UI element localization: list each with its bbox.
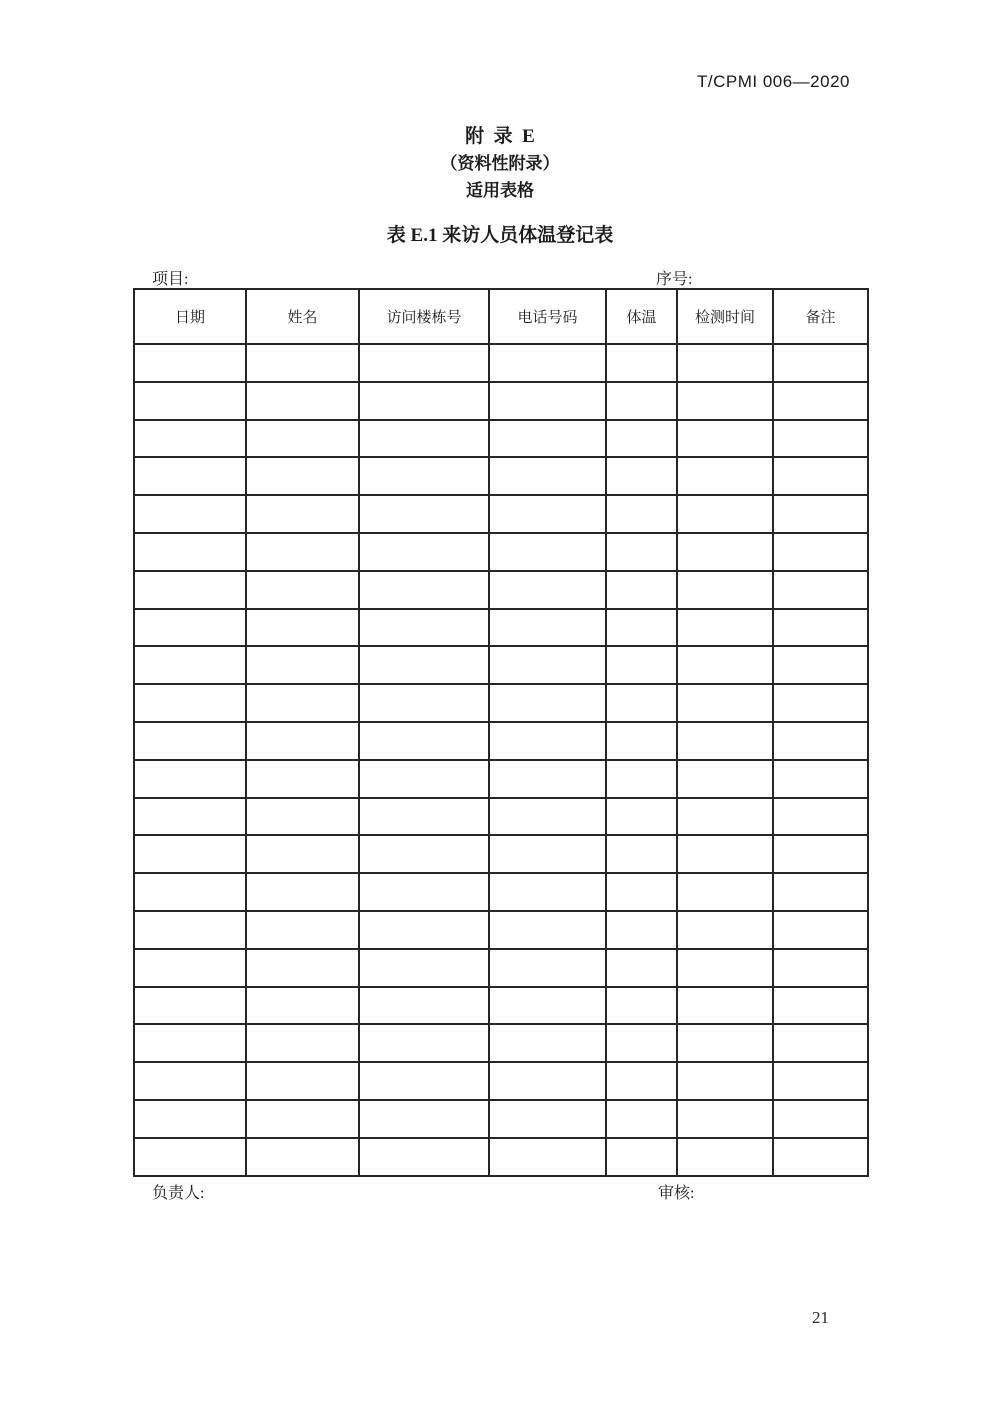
empty-cell <box>489 684 606 722</box>
empty-cell <box>134 457 246 495</box>
table-caption: 表 E.1 来访人员体温登记表 <box>386 225 614 246</box>
standard-number: T/CPMI 006—2020 <box>696 72 850 91</box>
empty-cell <box>134 1062 246 1100</box>
empty-cell <box>246 1138 359 1176</box>
empty-cell <box>359 646 489 684</box>
empty-cell <box>359 722 489 760</box>
empty-cell <box>677 1138 773 1176</box>
empty-cell <box>606 911 677 949</box>
empty-cell <box>246 835 359 873</box>
empty-cell <box>773 646 868 684</box>
empty-cell <box>246 646 359 684</box>
empty-cell <box>677 873 773 911</box>
empty-cell <box>359 420 489 458</box>
empty-cell <box>246 344 359 382</box>
empty-cell <box>773 949 868 987</box>
empty-cell <box>134 987 246 1025</box>
table-row <box>134 344 868 382</box>
empty-cell <box>773 1024 868 1062</box>
empty-cell <box>606 533 677 571</box>
empty-cell <box>773 873 868 911</box>
table-row <box>134 420 868 458</box>
empty-cell <box>359 760 489 798</box>
column-header-1: 日期 <box>134 289 246 344</box>
empty-cell <box>606 495 677 533</box>
table-row <box>134 1138 868 1176</box>
empty-cell <box>677 382 773 420</box>
column-header-7: 备注 <box>773 289 868 344</box>
empty-cell <box>489 987 606 1025</box>
empty-cell <box>773 571 868 609</box>
empty-cell <box>677 987 773 1025</box>
empty-cell <box>677 344 773 382</box>
table-header-row <box>134 289 868 344</box>
empty-cell <box>359 1138 489 1176</box>
column-header-3: 访问楼栋号 <box>359 289 489 344</box>
empty-cell <box>359 987 489 1025</box>
empty-cell <box>359 1100 489 1138</box>
empty-cell <box>489 533 606 571</box>
table-row <box>134 495 868 533</box>
review-label: 审核: <box>658 1185 695 1202</box>
empty-cell <box>134 609 246 647</box>
empty-cell <box>489 873 606 911</box>
empty-cell <box>134 873 246 911</box>
empty-cell <box>606 571 677 609</box>
empty-cell <box>606 420 677 458</box>
empty-cell <box>359 835 489 873</box>
responsible-label: 负责人: <box>152 1185 205 1202</box>
empty-cell <box>677 760 773 798</box>
table-row <box>134 760 868 798</box>
column-header-4: 电话号码 <box>489 289 606 344</box>
visitor-temperature-registration-table <box>133 288 869 1177</box>
empty-cell <box>677 1100 773 1138</box>
empty-cell <box>134 533 246 571</box>
empty-cell <box>606 1100 677 1138</box>
empty-cell <box>489 1024 606 1062</box>
empty-cell <box>359 571 489 609</box>
table-row <box>134 987 868 1025</box>
empty-cell <box>677 646 773 684</box>
empty-cell <box>677 1062 773 1100</box>
empty-cell <box>773 457 868 495</box>
empty-cell <box>489 571 606 609</box>
empty-cell <box>606 382 677 420</box>
empty-cell <box>134 571 246 609</box>
empty-cell <box>134 835 246 873</box>
empty-cell <box>677 495 773 533</box>
empty-cell <box>134 420 246 458</box>
empty-cell <box>246 873 359 911</box>
table-row <box>134 571 868 609</box>
empty-cell <box>606 344 677 382</box>
empty-cell <box>246 571 359 609</box>
empty-cell <box>677 1024 773 1062</box>
empty-cell <box>359 457 489 495</box>
empty-cell <box>606 798 677 836</box>
empty-cell <box>246 722 359 760</box>
empty-cell <box>359 533 489 571</box>
empty-cell <box>359 1062 489 1100</box>
empty-cell <box>359 684 489 722</box>
table-row <box>134 873 868 911</box>
table-row <box>134 949 868 987</box>
empty-cell <box>773 835 868 873</box>
empty-cell <box>489 1138 606 1176</box>
column-header-2: 姓名 <box>246 289 359 344</box>
empty-cell <box>134 382 246 420</box>
empty-cell <box>606 684 677 722</box>
empty-cell <box>606 1138 677 1176</box>
empty-cell <box>246 420 359 458</box>
empty-cell <box>606 760 677 798</box>
empty-cell <box>246 495 359 533</box>
table-row <box>134 1062 868 1100</box>
empty-cell <box>134 949 246 987</box>
empty-cell <box>489 760 606 798</box>
empty-cell <box>489 344 606 382</box>
empty-cell <box>489 1100 606 1138</box>
empty-cell <box>359 382 489 420</box>
table-row <box>134 609 868 647</box>
empty-cell <box>489 835 606 873</box>
empty-cell <box>359 344 489 382</box>
empty-cell <box>606 949 677 987</box>
serial-label: 序号: <box>656 271 693 288</box>
empty-cell <box>359 873 489 911</box>
empty-cell <box>606 873 677 911</box>
page-number: 21 <box>812 1308 829 1327</box>
empty-cell <box>489 722 606 760</box>
empty-cell <box>606 835 677 873</box>
empty-cell <box>134 911 246 949</box>
table-row <box>134 798 868 836</box>
appendix-subtitle: （资料性附录） <box>440 154 560 173</box>
empty-cell <box>359 1024 489 1062</box>
empty-cell <box>606 1062 677 1100</box>
empty-cell <box>246 684 359 722</box>
empty-cell <box>773 760 868 798</box>
empty-cell <box>773 495 868 533</box>
empty-cell <box>246 382 359 420</box>
empty-cell <box>773 344 868 382</box>
empty-cell <box>489 1062 606 1100</box>
empty-cell <box>773 798 868 836</box>
empty-cell <box>489 382 606 420</box>
empty-cell <box>773 722 868 760</box>
empty-cell <box>246 949 359 987</box>
table-row <box>134 1024 868 1062</box>
empty-cell <box>489 798 606 836</box>
table-row <box>134 1100 868 1138</box>
table-row <box>134 533 868 571</box>
empty-cell <box>773 609 868 647</box>
empty-cell <box>134 722 246 760</box>
project-label: 项目: <box>152 271 189 288</box>
column-header-5: 体温 <box>606 289 677 344</box>
empty-cell <box>134 760 246 798</box>
empty-cell <box>134 684 246 722</box>
empty-cell <box>246 987 359 1025</box>
column-header-6: 检测时间 <box>677 289 773 344</box>
empty-cell <box>134 1138 246 1176</box>
empty-cell <box>677 722 773 760</box>
empty-cell <box>677 571 773 609</box>
empty-cell <box>773 987 868 1025</box>
empty-cell <box>489 646 606 684</box>
empty-cell <box>246 533 359 571</box>
empty-cell <box>134 646 246 684</box>
empty-cell <box>677 835 773 873</box>
empty-cell <box>246 760 359 798</box>
empty-cell <box>489 609 606 647</box>
empty-cell <box>246 798 359 836</box>
empty-cell <box>773 1138 868 1176</box>
empty-cell <box>773 684 868 722</box>
empty-cell <box>246 1024 359 1062</box>
empty-cell <box>773 420 868 458</box>
empty-cell <box>606 646 677 684</box>
empty-cell <box>489 911 606 949</box>
empty-cell <box>489 949 606 987</box>
empty-cell <box>359 495 489 533</box>
empty-cell <box>677 911 773 949</box>
empty-cell <box>489 495 606 533</box>
table-row <box>134 646 868 684</box>
table-row <box>134 722 868 760</box>
empty-cell <box>246 609 359 647</box>
empty-cell <box>677 798 773 836</box>
empty-cell <box>773 382 868 420</box>
empty-cell <box>359 911 489 949</box>
empty-cell <box>773 1100 868 1138</box>
empty-cell <box>359 609 489 647</box>
empty-cell <box>246 1062 359 1100</box>
empty-cell <box>134 495 246 533</box>
empty-cell <box>606 722 677 760</box>
empty-cell <box>773 1062 868 1100</box>
appendix-title: 附 录 E <box>465 126 535 147</box>
table-row <box>134 835 868 873</box>
empty-cell <box>677 609 773 647</box>
empty-cell <box>677 420 773 458</box>
empty-cell <box>246 911 359 949</box>
empty-cell <box>134 344 246 382</box>
empty-cell <box>606 457 677 495</box>
empty-cell <box>773 533 868 571</box>
empty-cell <box>606 1024 677 1062</box>
empty-cell <box>489 457 606 495</box>
empty-cell <box>134 798 246 836</box>
empty-cell <box>246 1100 359 1138</box>
table-row <box>134 684 868 722</box>
empty-cell <box>677 949 773 987</box>
table-row <box>134 911 868 949</box>
empty-cell <box>677 684 773 722</box>
table-row <box>134 382 868 420</box>
empty-cell <box>246 457 359 495</box>
empty-cell <box>677 457 773 495</box>
empty-cell <box>677 533 773 571</box>
empty-cell <box>134 1100 246 1138</box>
empty-cell <box>773 911 868 949</box>
empty-cell <box>606 609 677 647</box>
empty-cell <box>359 798 489 836</box>
empty-cell <box>134 1024 246 1062</box>
empty-cell <box>489 420 606 458</box>
appendix-section-title: 适用表格 <box>466 181 534 200</box>
table-row <box>134 457 868 495</box>
empty-cell <box>359 949 489 987</box>
empty-cell <box>606 987 677 1025</box>
